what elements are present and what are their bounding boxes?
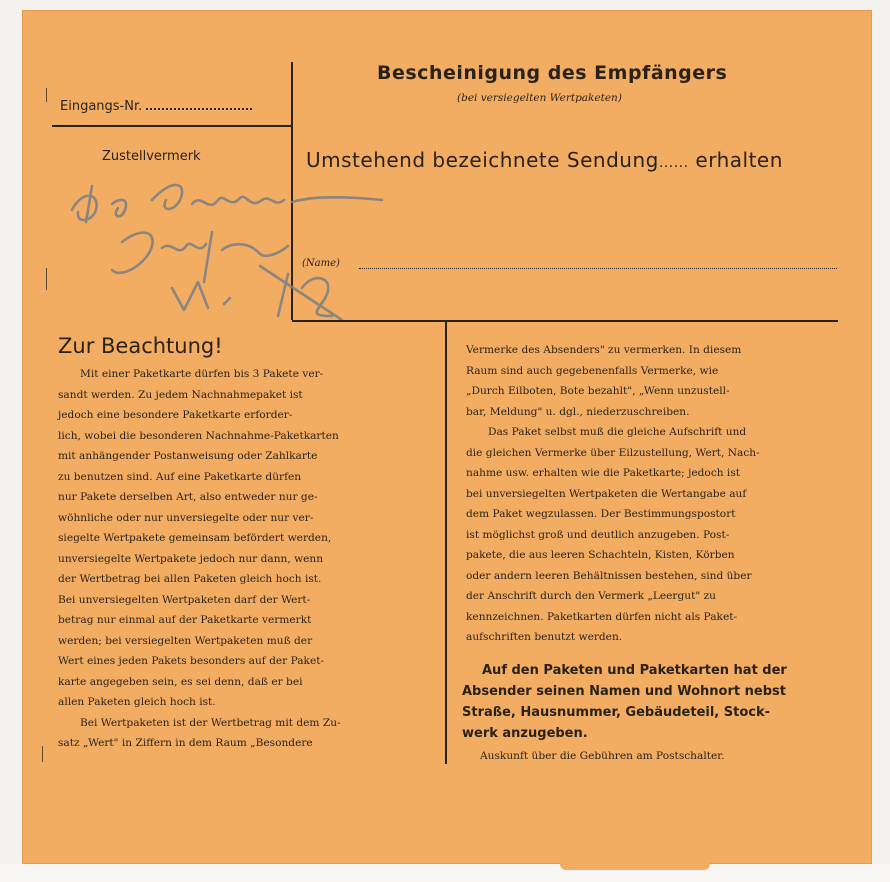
- eingangs-nr-dots: [146, 98, 252, 110]
- shipment-received-line: Umstehend bezeichnete Sendung...... erhalten: [306, 148, 783, 172]
- fees-footer-note: Auskunft über die Gebühren am Postschalter.: [480, 750, 725, 762]
- parcel-card: [22, 10, 872, 864]
- eingangs-nr-label: Eingangs-Nr.: [60, 98, 252, 114]
- notes-heading: Zur Beachtung!: [58, 334, 223, 358]
- sender-address-notice: Auf den Paketen und Paketkarten hat der Absender seinen Namen und Wohnort nebst Straße, Hausnummer, Gebäudeteil, Stock- werk anzugeben.: [462, 663, 787, 741]
- notes-right-column: Vermerke des Absenders" zu vermerken. In diesem Raum sind auch gegebenenfalls Vermerke, wie „Durch Eilboten, Bote bezahlt", „Wenn unzustell- bar, Meldung" u. dgl., niederzuschreiben. Das Paket selbst muß die gleiche Aufschrift und die gleichen Vermerke über Eilzustellung, Wert, Nach- nahme usw. erhalten wie die Paketkarte; jedoch ist bei unversiegelten Wertpaketen die Wertangabe auf dem Paket wegzulassen. Der Bestimmungspostort ist möglichst groß und deutlich anzugeben. Post- pakete, die aus leeren Schachteln, Kisten, Körben oder andern leeren Behältnissen bestehen, sind über der Anschrift durch den Vermerk „Leergut" zu kennzeichnen. Paketkarten dürfen nicht als Paket- aufschriften benutzt werden.: [466, 344, 760, 643]
- notes-column-divider: [445, 322, 447, 764]
- pencil-handwriting: [52, 170, 412, 330]
- scan-background-strip: [0, 864, 890, 882]
- paper-edge-tear: [560, 856, 710, 870]
- margin-tick: [46, 268, 47, 290]
- margin-tick: [42, 746, 43, 762]
- name-signature-line: [359, 268, 837, 269]
- name-label: (Name): [302, 258, 340, 269]
- recipient-bottom-rule: [292, 320, 838, 322]
- recipient-certificate-title: Bescheinigung des Empfängers: [377, 62, 728, 84]
- recipient-certificate-subtitle: (bei versiegelten Wertpaketen): [457, 92, 622, 104]
- eingangs-underline: [52, 125, 292, 127]
- margin-tick: [46, 88, 47, 102]
- zustellvermerk-label: Zustellvermerk: [102, 149, 201, 164]
- notes-left-column: Mit einer Paketkarte dürfen bis 3 Pakete ver- sandt werden. Zu jedem Nachnahmepaket ist jedoch eine besondere Paketkarte erforder- lich, wobei die besonderen Nachnahme-Paketkarten mit anhängender Postanweisung oder Zahlkarte zu benutzen sind. Auf eine Paketkarte dürfen nur Pakete derselben Art, also entweder nur ge- wöhnliche oder nur unversiegelte oder nur ver- siegelte Wertpakete gemeinsam befördert werden, unversiegelte Wertpakete jedoch nur dann, wenn der Wertbetrag bei allen Paketen gleich hoch ist. Bei unversiegelten Wertpaketen darf der Wert- betrag nur einmal auf der Paketkarte vermerkt werden; bei versiegelten Wertpaketen muß der Wert eines jeden Pakets besonders auf der Paket- karte angegeben sein, es sei denn, daß er bei allen Paketen gleich hoch ist. Bei Wertpaketen ist der Wertbetrag mit dem Zu- satz „Wert" in Ziffern in dem Raum „Besondere: [58, 368, 341, 749]
